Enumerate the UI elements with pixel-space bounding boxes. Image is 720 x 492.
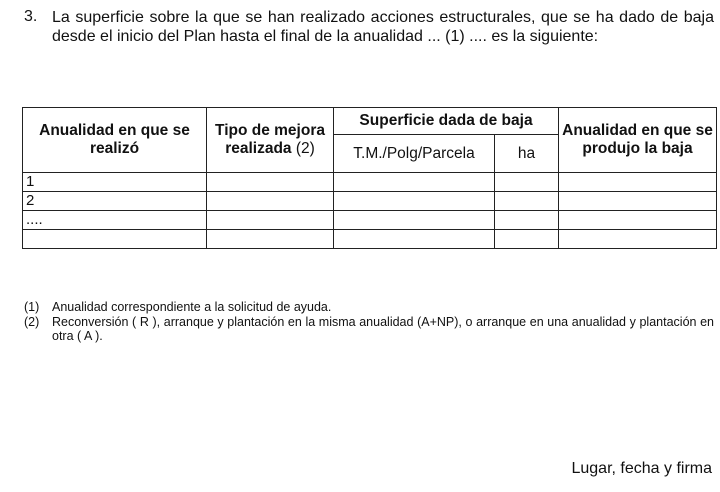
header-anualidad: Anualidad en que se realizó bbox=[23, 108, 207, 173]
header-ha: ha bbox=[495, 135, 559, 173]
footnote bbox=[24, 300, 714, 315]
surface-table bbox=[22, 107, 717, 249]
header-tm-polg-parcela: T.M./Polg/Parcela bbox=[334, 135, 495, 173]
header-superficie: Superficie dada de baja bbox=[334, 108, 559, 135]
header-tipo-mejora-text: Tipo de mejora realizada bbox=[215, 122, 325, 157]
question-text: La superficie sobre la que se han realizado acciones estructurales, que se ha dado de baja desde el inicio del Plan hasta el final de la anualidad ... (1) .... es la siguiente: bbox=[52, 9, 714, 45]
table-row bbox=[23, 173, 717, 192]
header-tipo-mejora-ref: (2) bbox=[295, 140, 315, 157]
header-anualidad-baja: Anualidad en que se produjo la baja bbox=[559, 108, 717, 173]
question-number: 3. bbox=[24, 8, 38, 25]
row-label bbox=[23, 230, 207, 249]
table-row bbox=[23, 230, 717, 249]
header-tipo-mejora bbox=[207, 108, 334, 173]
footnote-text: Reconversión ( R ), arranque y plantación en la misma anualidad (A+NP), o arranque en una anualidad y plantación en otra ( A ). bbox=[52, 314, 714, 343]
table-row bbox=[23, 211, 717, 230]
footnote-number: (1) bbox=[24, 300, 40, 314]
row-label: 1 bbox=[23, 173, 207, 192]
row-label: .... bbox=[23, 211, 207, 230]
table-row bbox=[23, 192, 717, 211]
row-label: 2 bbox=[23, 192, 207, 211]
footnotes bbox=[24, 300, 714, 344]
footnote-text: Anualidad correspondiente a la solicitud de ayuda. bbox=[52, 300, 332, 314]
footnote bbox=[24, 315, 714, 344]
footnote-number: (2) bbox=[24, 314, 40, 329]
signature-line: Lugar, fecha y firma bbox=[571, 460, 712, 477]
